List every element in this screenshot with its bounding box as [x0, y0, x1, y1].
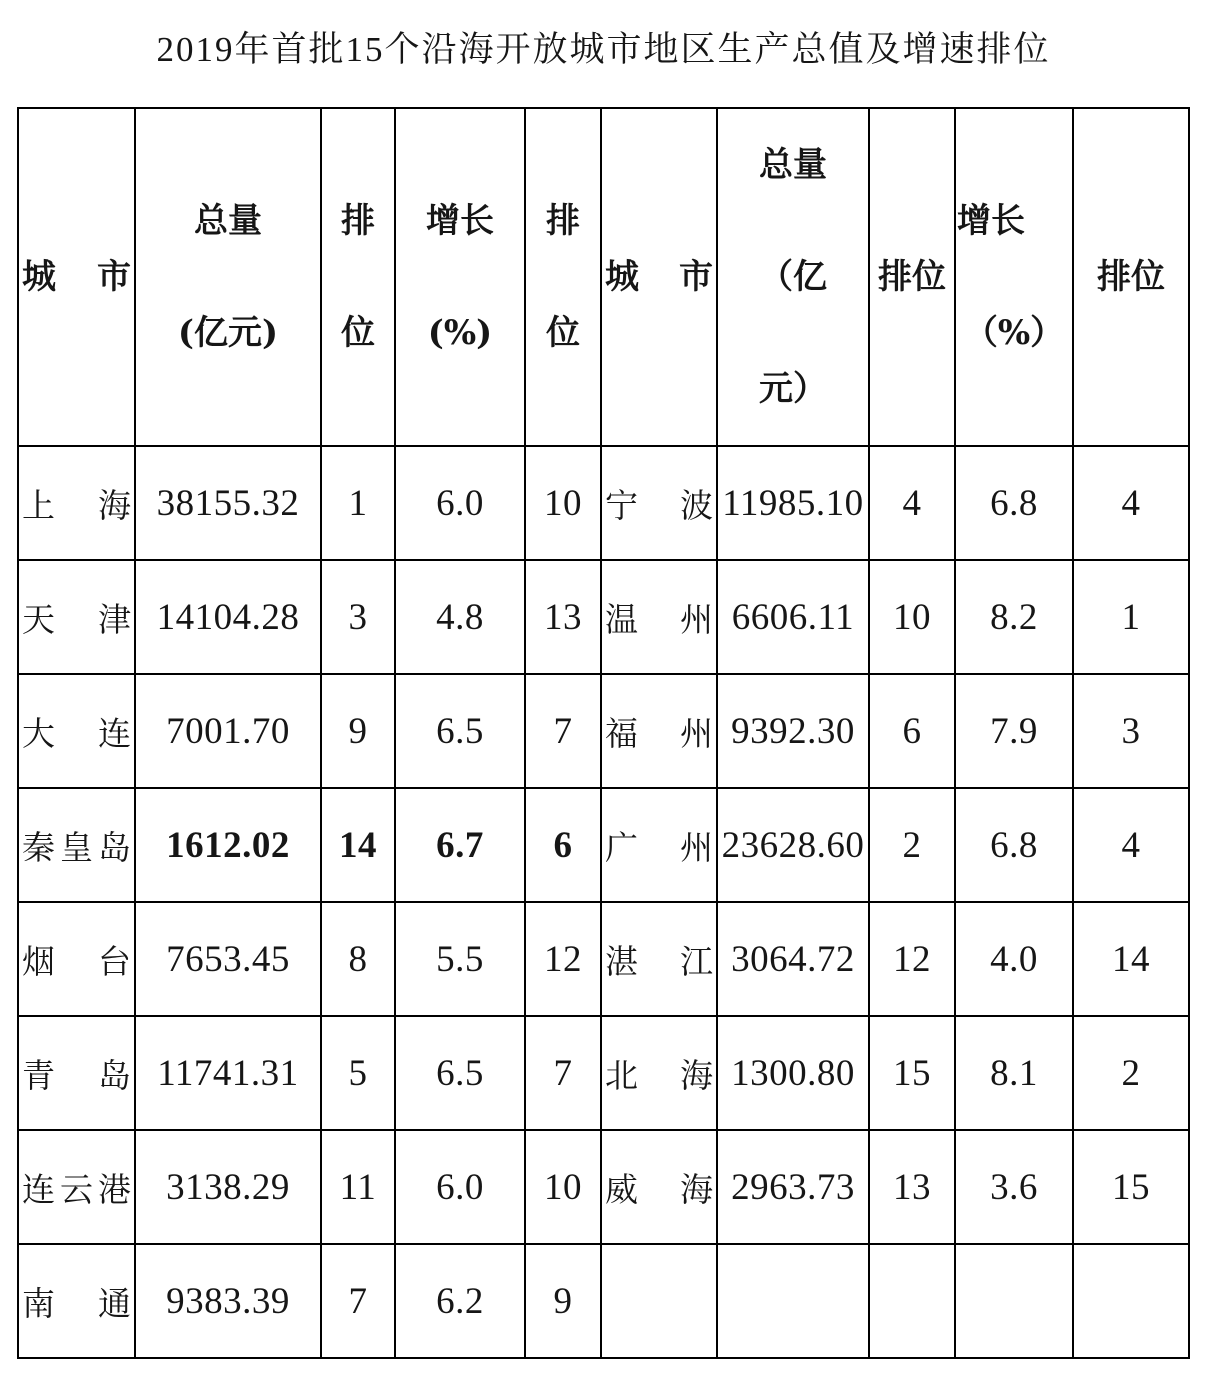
header-gdp-rank [321, 108, 395, 446]
empty-cell [869, 1244, 955, 1358]
city-cell [601, 1016, 717, 1130]
table-header-row [18, 108, 1189, 446]
growth-rate-cell: 8.2 [955, 560, 1073, 674]
city-cell [18, 674, 135, 788]
gdp-rank-cell: 5 [321, 1016, 395, 1130]
table-title: 2019年首批15个沿海开放城市地区生产总值及增速排位 [156, 30, 1051, 69]
city-name: 上海 [22, 485, 131, 525]
table-row [18, 902, 1189, 1016]
growth-rate-cell: 7.9 [955, 674, 1073, 788]
header-growth-rate-line: 增长 [426, 201, 494, 241]
growth-rate-cell: 6.5 [395, 674, 525, 788]
header-growth-rank [1073, 108, 1189, 446]
header-gdp-total-unit: (亿元) [177, 313, 279, 353]
growth-rank-cell: 12 [525, 902, 601, 1016]
empty-cell [601, 1244, 717, 1358]
table-row [18, 560, 1189, 674]
growth-rate-cell: 3.6 [955, 1130, 1073, 1244]
city-name: 连云港 [22, 1169, 131, 1209]
header-growth-rate-unit: (%) [427, 313, 493, 353]
growth-rate-cell: 6.7 [395, 788, 525, 902]
gdp-total-cell: 23628.60 [717, 788, 869, 902]
header-growth-rank-line: 排位 [1097, 257, 1165, 297]
growth-rate-cell: 6.8 [955, 788, 1073, 902]
gdp-total-cell: 3064.72 [717, 902, 869, 1016]
growth-rate-cell: 5.5 [395, 902, 525, 1016]
growth-rank-cell: 13 [525, 560, 601, 674]
city-name: 湛江 [605, 941, 713, 981]
gdp-total-cell: 14104.28 [135, 560, 321, 674]
gdp-total-cell: 7001.70 [135, 674, 321, 788]
growth-rate-cell: 6.5 [395, 1016, 525, 1130]
empty-cell [1073, 1244, 1189, 1358]
city-cell [18, 902, 135, 1016]
city-cell [18, 1016, 135, 1130]
city-cell [601, 674, 717, 788]
table-row [18, 788, 1189, 902]
growth-rank-cell: 15 [1073, 1130, 1189, 1244]
gdp-rank-cell: 12 [869, 902, 955, 1016]
gdp-rank-cell: 4 [869, 446, 955, 560]
gdp-rank-cell: 15 [869, 1016, 955, 1130]
city-cell [18, 1244, 135, 1358]
city-name: 大连 [22, 713, 131, 753]
gdp-rank-cell: 14 [321, 788, 395, 902]
growth-rank-cell: 14 [1073, 902, 1189, 1016]
table-row [18, 1244, 1189, 1358]
city-cell [601, 446, 717, 560]
header-growth-rank-line: 位 [546, 313, 580, 353]
growth-rank-cell: 9 [525, 1244, 601, 1358]
header-gdp-rank-line: 排位 [878, 257, 946, 297]
growth-rate-cell: 6.8 [955, 446, 1073, 560]
header-gdp-total-unit: （亿 [759, 257, 827, 297]
growth-rank-cell: 7 [525, 1016, 601, 1130]
city-cell [18, 788, 135, 902]
city-name: 宁波 [605, 485, 713, 525]
header-gdp-rank [869, 108, 955, 446]
city-name: 南通 [22, 1283, 131, 1323]
growth-rank-cell: 10 [525, 1130, 601, 1244]
growth-rank-cell: 4 [1073, 446, 1189, 560]
gdp-ranking-table [17, 107, 1190, 1359]
empty-cell [717, 1244, 869, 1358]
header-growth-rate [955, 108, 1073, 446]
growth-rate-cell: 6.0 [395, 1130, 525, 1244]
city-name: 秦皇岛 [22, 827, 131, 867]
header-gdp-rank-line: 位 [341, 313, 375, 353]
growth-rank-cell: 3 [1073, 674, 1189, 788]
city-cell [601, 902, 717, 1016]
gdp-rank-cell: 13 [869, 1130, 955, 1244]
gdp-rank-cell: 11 [321, 1130, 395, 1244]
header-city-label: 城市 [605, 257, 713, 297]
table-row [18, 1016, 1189, 1130]
header-gdp-total-line: 总量 [194, 201, 262, 241]
growth-rank-cell: 4 [1073, 788, 1189, 902]
city-cell [18, 446, 135, 560]
city-cell [601, 1130, 717, 1244]
header-gdp-total [717, 108, 869, 446]
header-gdp-rank-line: 排 [341, 201, 375, 241]
gdp-total-cell: 2963.73 [717, 1130, 869, 1244]
city-name: 温州 [605, 599, 713, 639]
city-cell [601, 788, 717, 902]
gdp-total-cell: 11985.10 [717, 446, 869, 560]
gdp-rank-cell: 2 [869, 788, 955, 902]
growth-rank-cell: 2 [1073, 1016, 1189, 1130]
gdp-rank-cell: 9 [321, 674, 395, 788]
gdp-rank-cell: 10 [869, 560, 955, 674]
gdp-total-cell: 7653.45 [135, 902, 321, 1016]
gdp-rank-cell: 7 [321, 1244, 395, 1358]
table-row [18, 1130, 1189, 1244]
growth-rate-cell: 6.0 [395, 446, 525, 560]
city-name: 北海 [605, 1055, 713, 1095]
gdp-rank-cell: 3 [321, 560, 395, 674]
header-city-label: 城市 [22, 257, 131, 297]
gdp-rank-cell: 8 [321, 902, 395, 1016]
header-gdp-total [135, 108, 321, 446]
gdp-total-cell: 3138.29 [135, 1130, 321, 1244]
gdp-total-cell: 1300.80 [717, 1016, 869, 1130]
table-row [18, 446, 1189, 560]
gdp-total-cell: 1612.02 [135, 788, 321, 902]
city-cell [601, 560, 717, 674]
city-name: 广州 [605, 827, 713, 867]
growth-rank-cell: 1 [1073, 560, 1189, 674]
gdp-total-cell: 9383.39 [135, 1244, 321, 1358]
header-growth-rank-line: 排 [546, 201, 580, 241]
gdp-rank-cell: 1 [321, 446, 395, 560]
header-gdp-total-line: 总量 [759, 145, 827, 185]
header-growth-rate-line: 增长 [957, 201, 1025, 241]
growth-rate-cell: 8.1 [955, 1016, 1073, 1130]
city-name: 青岛 [22, 1055, 131, 1095]
header-city [601, 108, 717, 446]
gdp-total-cell: 6606.11 [717, 560, 869, 674]
header-growth-rate-unit: （%） [963, 313, 1065, 353]
empty-cell [955, 1244, 1073, 1358]
gdp-total-cell: 11741.31 [135, 1016, 321, 1130]
header-gdp-total-unit: 元） [759, 369, 827, 409]
gdp-total-cell: 38155.32 [135, 446, 321, 560]
city-cell [18, 560, 135, 674]
gdp-rank-cell: 6 [869, 674, 955, 788]
city-name: 威海 [605, 1169, 713, 1209]
city-name: 福州 [605, 713, 713, 753]
growth-rate-cell: 4.0 [955, 902, 1073, 1016]
growth-rate-cell: 6.2 [395, 1244, 525, 1358]
city-name: 烟台 [22, 941, 131, 981]
gdp-total-cell: 9392.30 [717, 674, 869, 788]
growth-rank-cell: 10 [525, 446, 601, 560]
table-row [18, 674, 1189, 788]
header-city [18, 108, 135, 446]
city-cell [18, 1130, 135, 1244]
growth-rank-cell: 7 [525, 674, 601, 788]
growth-rank-cell: 6 [525, 788, 601, 902]
city-name: 天津 [22, 599, 131, 639]
growth-rate-cell: 4.8 [395, 560, 525, 674]
header-growth-rate [395, 108, 525, 446]
header-growth-rank [525, 108, 601, 446]
